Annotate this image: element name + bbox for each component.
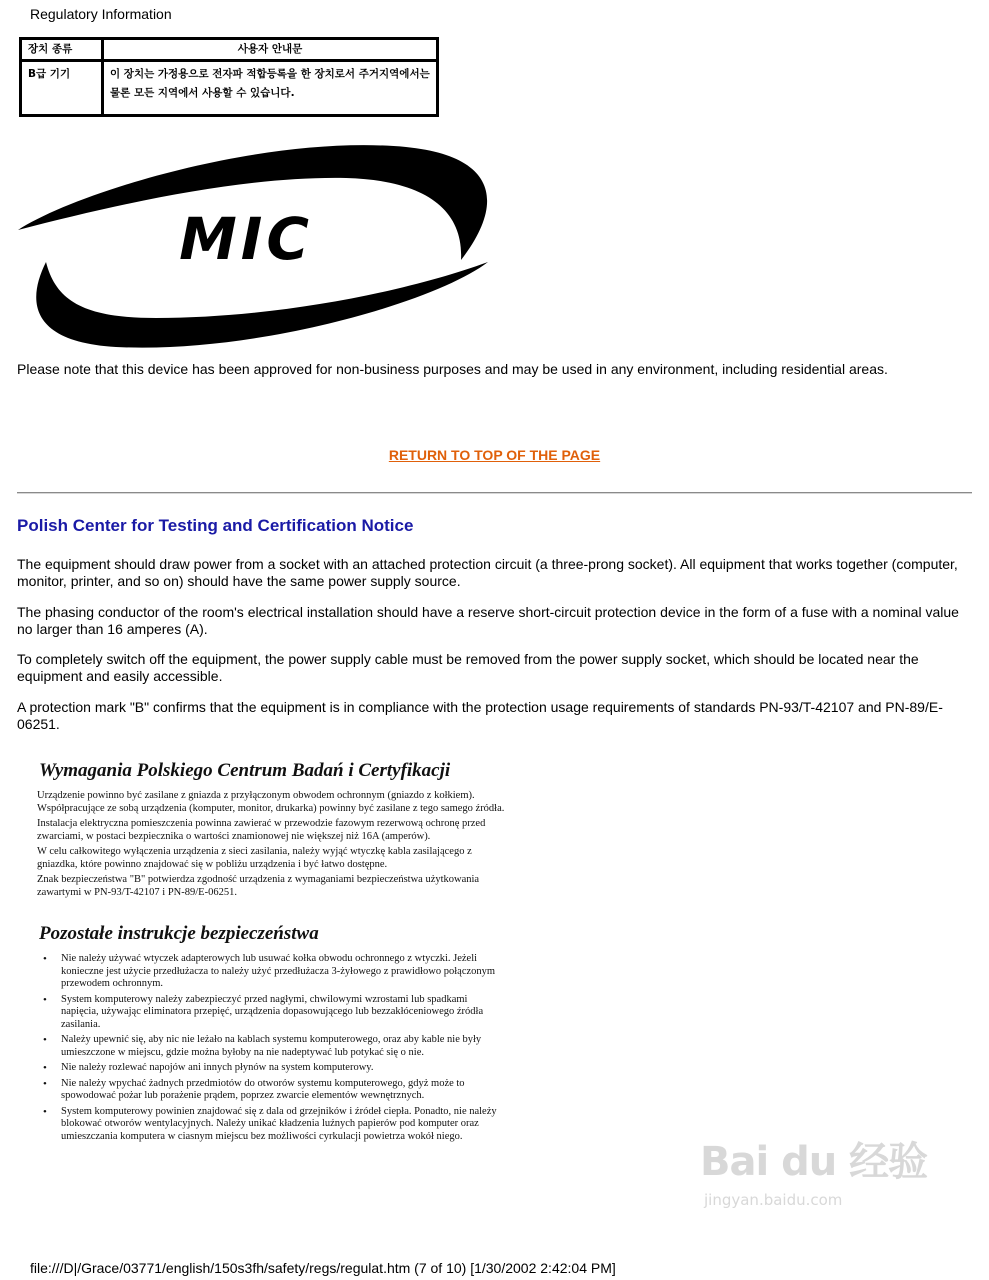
scan-heading-other-instructions: Pozostałe instrukcje bezpieczeństwa [39, 923, 319, 944]
baidu-watermark-url: jingyan.baidu.com [704, 1191, 843, 1209]
korean-class-b-table [19, 37, 439, 117]
scan-bullet-text: Nie należy używać wtyczek adapterowych lub usuwać kołka obwodu ochronnego z wtyczki. Jeżeli konieczne jest użycie przedłużacza to należy użyć przedłużacza 3-żyłowego z prawidłowo połączonym przewodem ochronnym. [61, 953, 496, 989]
scan-bullet-item [43, 1105, 506, 1144]
scan-heading-requirements: Wymagania Polskiego Centrum Badań i Certyfikacji [39, 760, 451, 781]
bullet-icon: • [43, 953, 47, 965]
scan-paragraph: Instalacja elektryczna pomieszczenia powinna zawierać w przewodzie fazowym rezerwową ochronę przed zwarciami, w postaci bezpiecznika o wartości znamionowej nie większej niż 16A (amperów). [37, 818, 486, 842]
scan-bullet-text: Nie należy rozlewać napojów ani innych płynów na system komputerowy. [61, 1062, 374, 1073]
bullet-icon: • [43, 1105, 47, 1118]
scan-bullet-item [43, 1034, 506, 1059]
polish-certification-scan [37, 760, 527, 1146]
device-class-cell: B급 기기 [21, 61, 103, 116]
page-footer-path: file:///D|/Grace/03771/english/150s3fh/safety/regs/regulat.htm (7 of 10) [1/30/2002 2:42:04 PM] [30, 1260, 616, 1276]
scan-paragraph: W celu całkowitego wyłączenia urządzenia z sieci zasilania, należy wyjąć wtyczkę kabla zasilającego z gniazdka, które powinno znajdować się w pobliżu urządzenia i być łatwo dostępne. [37, 846, 472, 870]
bullet-icon: • [43, 1062, 47, 1074]
bullet-icon: • [43, 1077, 47, 1090]
section-divider [17, 492, 972, 494]
baidu-watermark [700, 1130, 927, 1209]
polish-paragraph: The phasing conductor of the room's electrical installation should have a reserve short-circuit protection device in the form of a fuse with a nominal value no larger than 16 amperes (A). [17, 604, 959, 637]
mic-logo-lower-arc [36, 262, 488, 348]
bullet-icon: • [43, 1034, 47, 1046]
scan-bullet-item [43, 953, 506, 991]
user-guide-cell: 이 장치는 가정용으로 전자파 적합등록을 한 장치로서 주거지역에서는 물론 모든 지역에서 사용할 수 있습니다. [103, 61, 438, 116]
user-guide-header: 사용자 안내문 [103, 39, 438, 61]
bullet-icon: • [43, 993, 47, 1006]
page-header: Regulatory Information [30, 6, 172, 22]
scan-paragraph: Znak bezpieczeństwa "B" potwierdza zgodność urządzenia z wymaganiami bezpieczeństwa użytkowania zawartymi w PN-93/T-42107 i PN-89/E-06251. [37, 874, 480, 898]
polish-section-title: Polish Center for Testing and Certification Notice [17, 516, 414, 535]
scan-bullet-text: Należy upewnić się, aby nic nie leżało na kablach systemu komputerowego, oraz aby kable nie były umieszczone w miejscu, gdzie można byłoby na nie nadeptywać lub potykać się o nie. [61, 1034, 482, 1058]
mic-logo-text: MIC [179, 205, 313, 273]
scan-paragraph: Urządzenie powinno być zasilane z gniazda z przyłączonym obwodem ochronnym (gniazdo z kołkiem). Współpracujące ze sobą urządzenia (komputer, monitor, drukarka) powinny być zasilane z tego samego źródła. [37, 790, 505, 814]
return-to-top-link[interactable]: RETURN TO TOP OF THE PAGE [388, 447, 601, 463]
scan-bullet-item [43, 1062, 506, 1075]
device-type-header: 장치 종류 [21, 39, 103, 61]
polish-paragraph: The equipment should draw power from a socket with an attached protection circuit (a three-prong socket). All equipment that works together (computer, monitor, printer, and so on) should have the same power supply source. [17, 556, 958, 589]
mic-logo [16, 142, 491, 352]
scan-bullet-text: System komputerowy powinien znajdować się z dala od grzejników i źródeł ciepła. Ponadto, nie należy blokować otworów wentylacyjnych. Należy unikać kładzenia luźnych papierów pod komputer oraz umieszczania komputera w ciasnym miejscu bez możliwości cyrkulacji powietrza wokół niego. [61, 1105, 497, 1142]
return-to-top-container [0, 447, 989, 465]
scan-bullet-item [43, 993, 506, 1032]
baidu-watermark-logo: Bai du 经验 [700, 1139, 928, 1185]
polish-paragraph: To completely switch off the equipment, the power supply cable must be removed from the power supply socket, which should be located near the equipment and easily accessible. [17, 651, 919, 684]
mic-approval-note: Please note that this device has been approved for non-business purposes and may be used in any environment, including residential areas. [17, 361, 888, 377]
scan-bullet-list [37, 953, 527, 1143]
scan-bullet-item [43, 1077, 506, 1103]
scan-bullet-text: System komputerowy należy zabezpieczyć przed nagłymi, chwilowymi wzrostami lub spadkami napięcia, używając eliminatora przepięć, urządzenia dopasowującego lub bezzakłóceniowego źródła zasilania. [61, 993, 484, 1030]
polish-paragraph: A protection mark "B" confirms that the equipment is in compliance with the protection usage requirements of standards PN-93/T-42107 and PN-89/E-06251. [17, 699, 943, 732]
scan-bullet-text: Nie należy wpychać żadnych przedmiotów do otworów systemu komputerowego, gdyż może to spowodować pożar lub porażenie prądem, poprzez zwarcie elementów wewnętrznych. [61, 1077, 465, 1101]
